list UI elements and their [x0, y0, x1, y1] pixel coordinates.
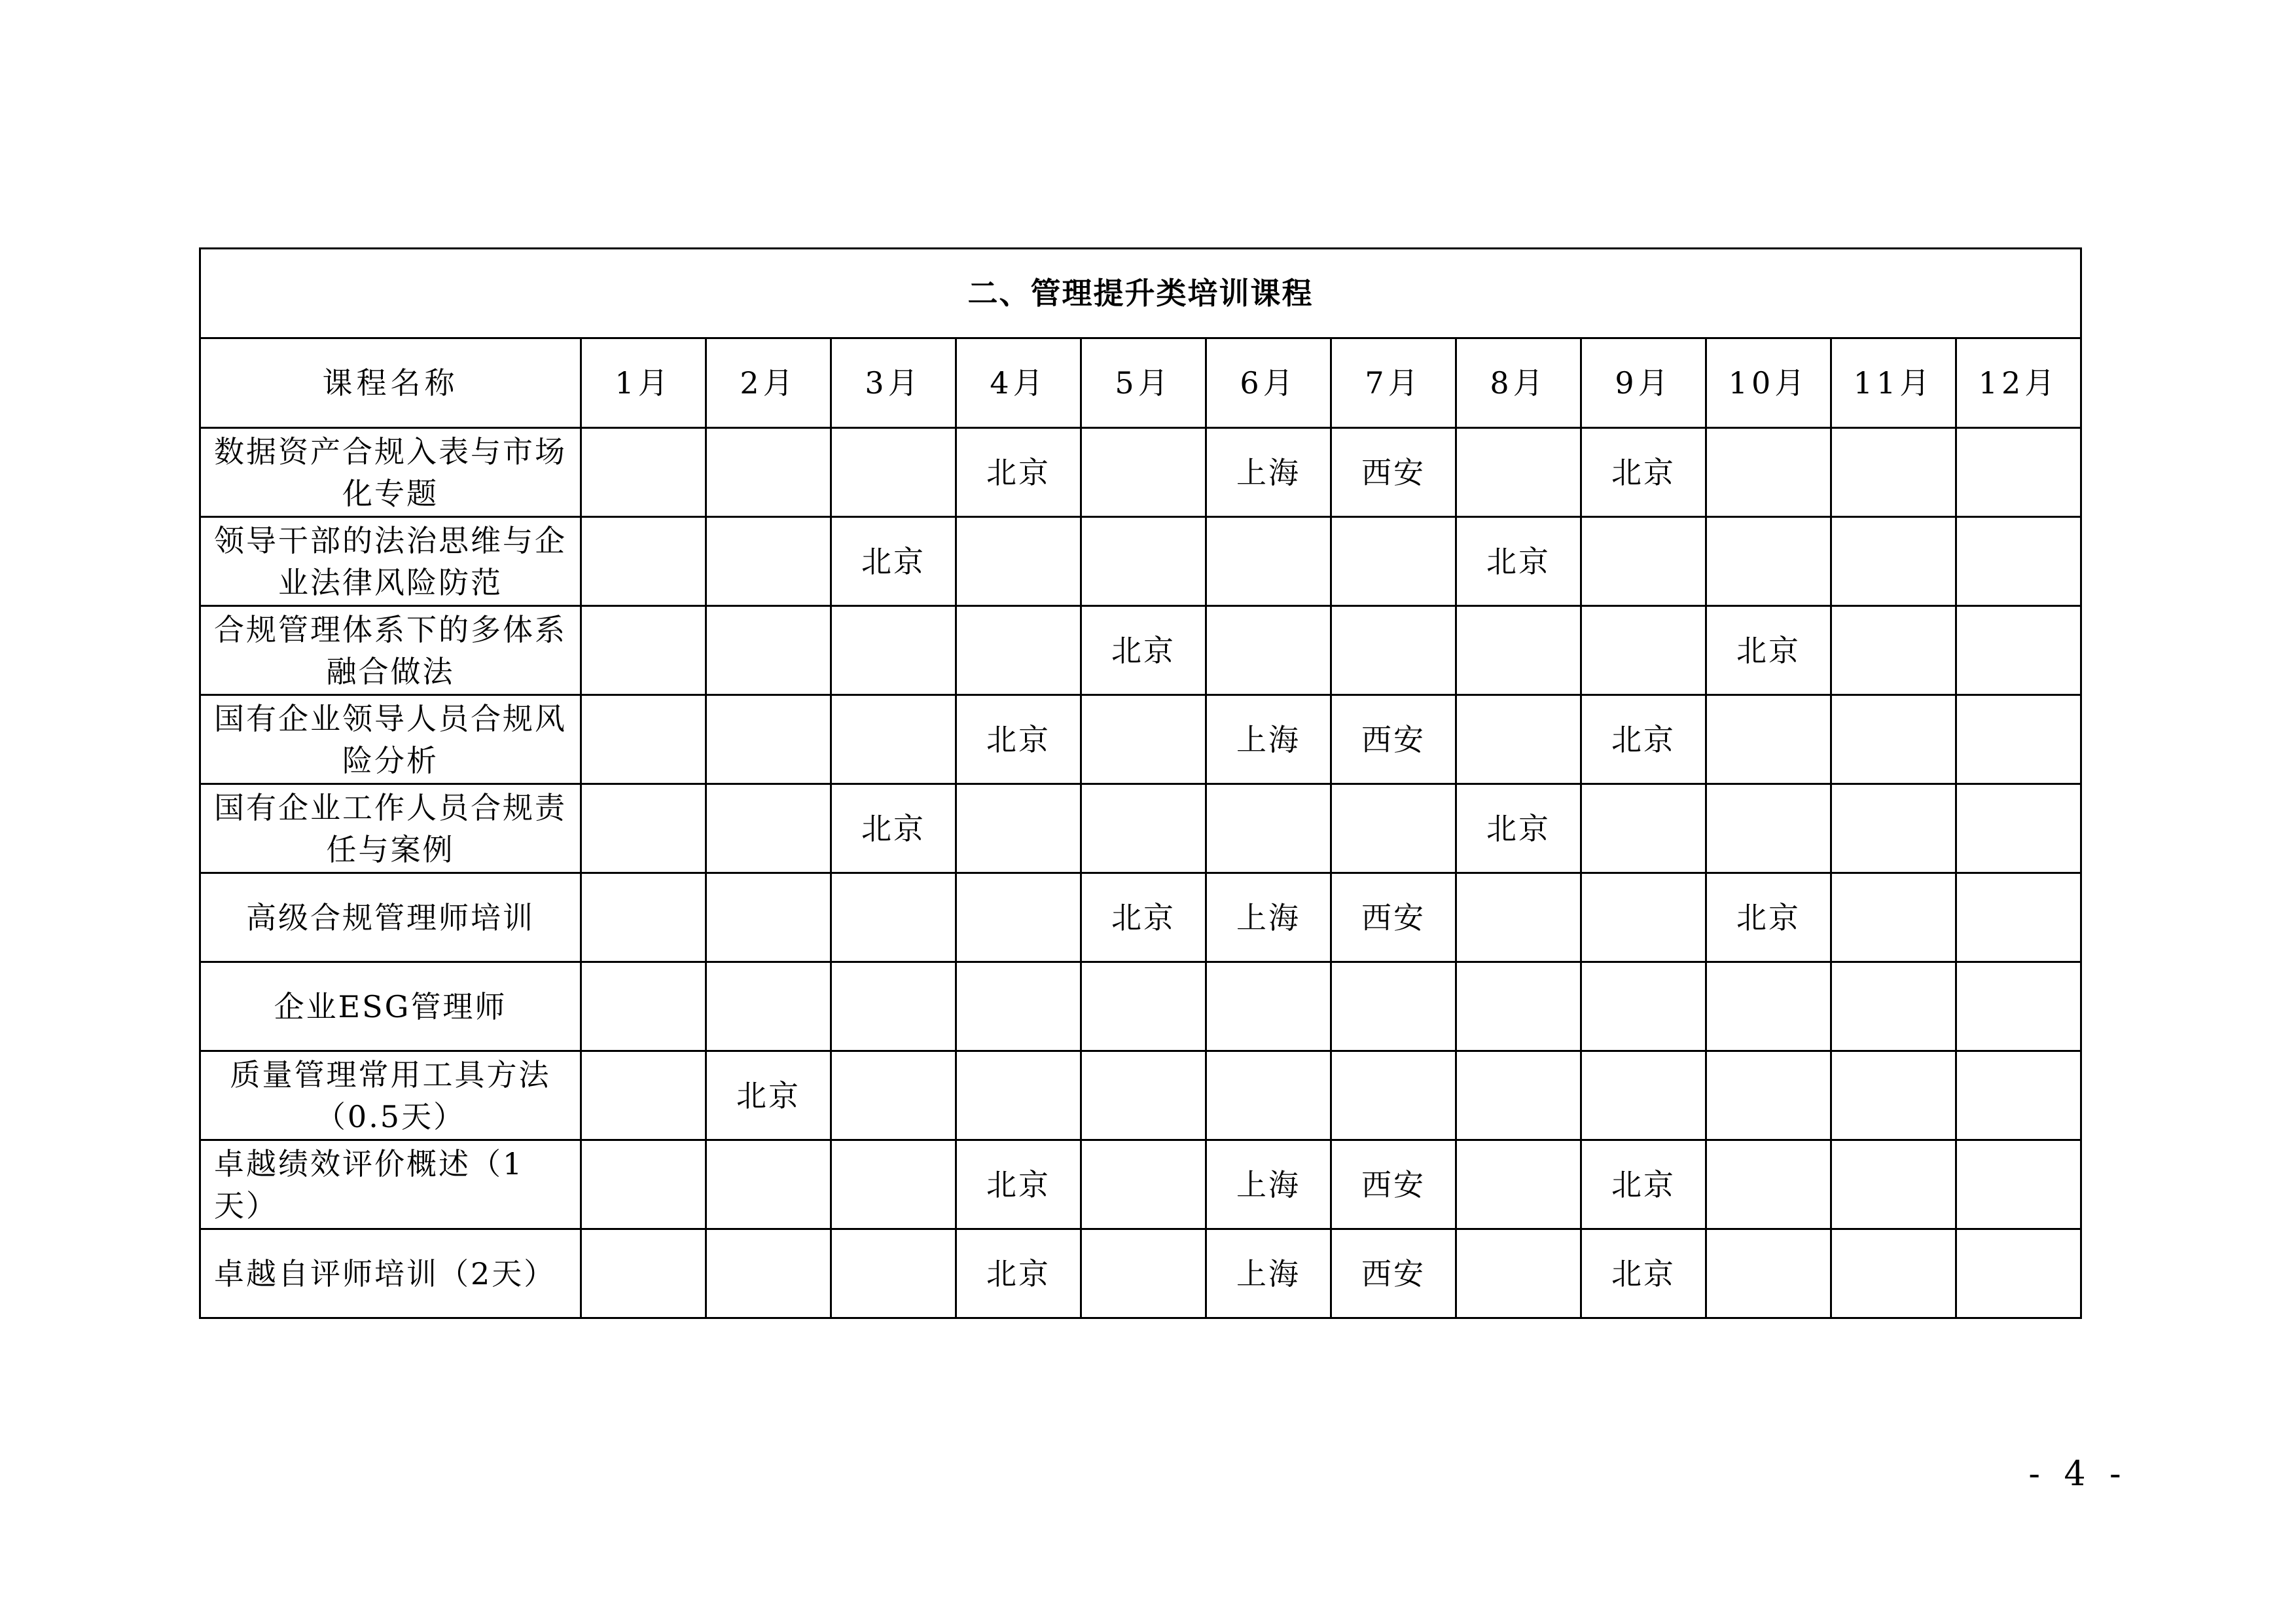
schedule-cell	[1831, 784, 1956, 873]
schedule-cell	[1706, 962, 1831, 1051]
course-name: 卓越绩效评价概述（1天）	[200, 1140, 581, 1229]
schedule-cell	[956, 517, 1081, 606]
schedule-cell	[1581, 517, 1706, 606]
schedule-cell	[1706, 428, 1831, 517]
schedule-cell	[1956, 695, 2081, 784]
schedule-cell: 北京	[956, 695, 1081, 784]
schedule-cell	[1706, 1140, 1831, 1229]
schedule-cell	[1956, 517, 2081, 606]
schedule-cell: 北京	[1706, 873, 1831, 962]
schedule-cell: 上海	[1206, 1140, 1331, 1229]
header-month: 4月	[956, 338, 1081, 428]
schedule-cell	[1831, 962, 1956, 1051]
schedule-cell	[1706, 1051, 1831, 1140]
course-name: 国有企业领导人员合规风险分析	[200, 695, 581, 784]
schedule-cell	[1206, 517, 1331, 606]
schedule-cell	[956, 962, 1081, 1051]
table-title: 二、管理提升类培训课程	[200, 249, 2081, 338]
schedule-cell	[831, 1051, 956, 1140]
schedule-cell	[1456, 962, 1581, 1051]
course-name: 卓越自评师培训（2天）	[200, 1229, 581, 1318]
course-name: 数据资产合规入表与市场化专题	[200, 428, 581, 517]
schedule-cell: 北京	[1581, 1140, 1706, 1229]
schedule-cell: 北京	[956, 1140, 1081, 1229]
schedule-cell	[1831, 873, 1956, 962]
schedule-cell	[956, 606, 1081, 695]
schedule-cell	[831, 428, 956, 517]
header-row	[200, 338, 2081, 428]
course-name: 企业ESG管理师	[200, 962, 581, 1051]
schedule-cell	[581, 606, 706, 695]
schedule-cell	[581, 962, 706, 1051]
schedule-cell	[1206, 962, 1331, 1051]
schedule-cell: 北京	[831, 517, 956, 606]
schedule-cell	[1581, 962, 1706, 1051]
header-month: 8月	[1456, 338, 1581, 428]
schedule-cell	[831, 962, 956, 1051]
schedule-cell	[1956, 962, 2081, 1051]
header-month: 7月	[1331, 338, 1456, 428]
schedule-cell	[1081, 517, 1206, 606]
schedule-cell: 北京	[831, 784, 956, 873]
schedule-cell	[1081, 962, 1206, 1051]
schedule-cell	[581, 1229, 706, 1318]
schedule-cell	[1081, 784, 1206, 873]
schedule-cell	[1581, 873, 1706, 962]
schedule-cell: 北京	[1456, 517, 1581, 606]
schedule-cell	[1831, 1051, 1956, 1140]
schedule-cell	[1581, 784, 1706, 873]
schedule-cell: 北京	[706, 1051, 831, 1140]
header-month: 11月	[1831, 338, 1956, 428]
schedule-cell	[1831, 517, 1956, 606]
schedule-cell	[1956, 1051, 2081, 1140]
schedule-cell	[706, 1140, 831, 1229]
schedule-cell	[1331, 962, 1456, 1051]
header-month: 10月	[1706, 338, 1831, 428]
course-schedule-table	[199, 247, 2082, 1319]
schedule-cell	[1456, 428, 1581, 517]
schedule-cell	[956, 873, 1081, 962]
schedule-cell	[1581, 1051, 1706, 1140]
schedule-cell	[1956, 606, 2081, 695]
schedule-cell	[1831, 1229, 1956, 1318]
table-row	[200, 517, 2081, 606]
schedule-cell: 西安	[1331, 873, 1456, 962]
page-number: - 4 -	[2028, 1454, 2128, 1494]
schedule-cell	[1956, 784, 2081, 873]
schedule-cell: 北京	[1081, 873, 1206, 962]
schedule-cell: 上海	[1206, 1229, 1331, 1318]
schedule-cell	[581, 517, 706, 606]
table-row	[200, 1051, 2081, 1140]
schedule-cell: 西安	[1331, 428, 1456, 517]
table-row	[200, 606, 2081, 695]
schedule-cell	[1081, 1051, 1206, 1140]
table-row	[200, 428, 2081, 517]
schedule-cell	[831, 606, 956, 695]
table-row	[200, 1229, 2081, 1318]
schedule-cell	[1081, 428, 1206, 517]
schedule-cell	[831, 1140, 956, 1229]
schedule-cell: 北京	[956, 428, 1081, 517]
header-month: 12月	[1956, 338, 2081, 428]
schedule-cell: 西安	[1331, 1140, 1456, 1229]
schedule-cell: 西安	[1331, 695, 1456, 784]
table-row	[200, 873, 2081, 962]
schedule-cell	[1456, 1140, 1581, 1229]
schedule-cell	[1706, 1229, 1831, 1318]
course-name: 高级合规管理师培训	[200, 873, 581, 962]
course-name: 质量管理常用工具方法（0.5天）	[200, 1051, 581, 1140]
schedule-cell	[1331, 1051, 1456, 1140]
header-course-name: 课程名称	[200, 338, 581, 428]
schedule-cell: 上海	[1206, 873, 1331, 962]
schedule-cell	[706, 784, 831, 873]
table-row	[200, 1140, 2081, 1229]
schedule-cell	[581, 873, 706, 962]
schedule-cell	[581, 428, 706, 517]
schedule-cell	[1206, 784, 1331, 873]
schedule-cell	[1081, 695, 1206, 784]
schedule-cell	[1581, 606, 1706, 695]
header-month: 5月	[1081, 338, 1206, 428]
schedule-cell	[1206, 1051, 1331, 1140]
table-row	[200, 962, 2081, 1051]
schedule-cell	[1331, 606, 1456, 695]
schedule-cell: 北京	[956, 1229, 1081, 1318]
schedule-cell	[831, 695, 956, 784]
schedule-cell	[1956, 873, 2081, 962]
header-month: 6月	[1206, 338, 1331, 428]
schedule-cell: 上海	[1206, 428, 1331, 517]
schedule-cell	[706, 517, 831, 606]
schedule-cell	[956, 784, 1081, 873]
course-name: 国有企业工作人员合规责任与案例	[200, 784, 581, 873]
schedule-cell: 北京	[1706, 606, 1831, 695]
schedule-cell	[706, 606, 831, 695]
schedule-cell: 北京	[1081, 606, 1206, 695]
table-row	[200, 784, 2081, 873]
schedule-cell	[1706, 695, 1831, 784]
schedule-cell	[706, 873, 831, 962]
schedule-cell	[1081, 1140, 1206, 1229]
course-name: 领导干部的法治思维与企业法律风险防范	[200, 517, 581, 606]
schedule-cell	[706, 1229, 831, 1318]
schedule-cell	[1456, 1051, 1581, 1140]
schedule-cell: 北京	[1456, 784, 1581, 873]
header-month: 1月	[581, 338, 706, 428]
schedule-cell	[1956, 1140, 2081, 1229]
schedule-cell	[1456, 1229, 1581, 1318]
schedule-cell: 上海	[1206, 695, 1331, 784]
schedule-cell	[1831, 1140, 1956, 1229]
schedule-cell	[1081, 1229, 1206, 1318]
schedule-cell	[1956, 428, 2081, 517]
header-month: 2月	[706, 338, 831, 428]
schedule-cell	[1831, 695, 1956, 784]
schedule-cell	[1331, 784, 1456, 873]
schedule-cell	[1456, 695, 1581, 784]
schedule-cell	[956, 1051, 1081, 1140]
schedule-cell	[831, 873, 956, 962]
schedule-cell: 北京	[1581, 1229, 1706, 1318]
course-name: 合规管理体系下的多体系融合做法	[200, 606, 581, 695]
table-row	[200, 695, 2081, 784]
schedule-cell	[1706, 517, 1831, 606]
schedule-cell	[581, 1051, 706, 1140]
schedule-cell	[581, 1140, 706, 1229]
schedule-cell: 西安	[1331, 1229, 1456, 1318]
schedule-cell: 北京	[1581, 428, 1706, 517]
header-month: 3月	[831, 338, 956, 428]
schedule-cell	[581, 695, 706, 784]
schedule-cell: 北京	[1581, 695, 1706, 784]
schedule-cell	[1456, 873, 1581, 962]
schedule-cell	[706, 962, 831, 1051]
schedule-cell	[1456, 606, 1581, 695]
schedule-cell	[1206, 606, 1331, 695]
schedule-cell	[581, 784, 706, 873]
schedule-cell	[1956, 1229, 2081, 1318]
schedule-cell	[831, 1229, 956, 1318]
schedule-cell	[1831, 606, 1956, 695]
header-month: 9月	[1581, 338, 1706, 428]
schedule-cell	[1331, 517, 1456, 606]
schedule-cell	[1831, 428, 1956, 517]
schedule-cell	[706, 428, 831, 517]
schedule-cell	[1706, 784, 1831, 873]
schedule-cell	[706, 695, 831, 784]
